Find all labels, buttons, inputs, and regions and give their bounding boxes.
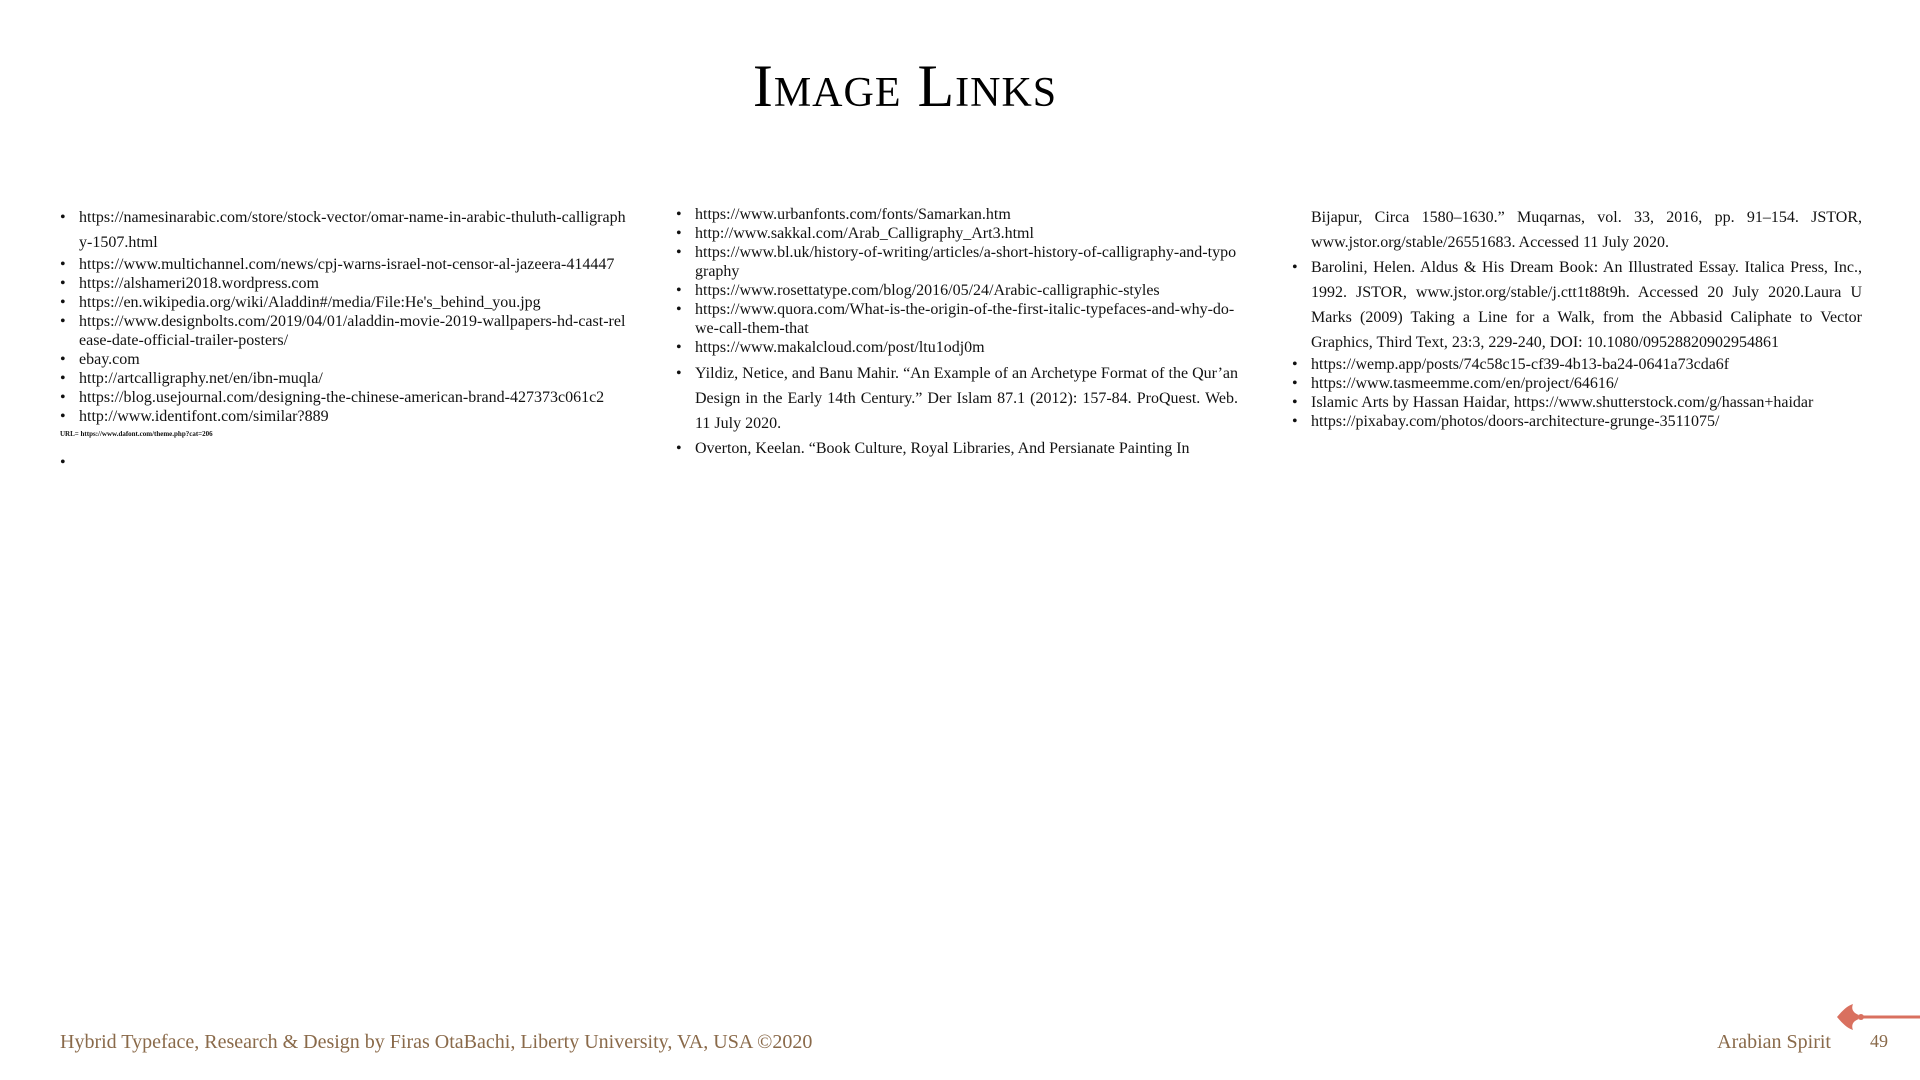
column-2 [676,205,1238,461]
link-item[interactable]: • http://artcalligraphy.net/en/ibn-muqla/ [60,369,630,388]
link-item[interactable]: • https://pixabay.com/photos/doors-architecture-grunge-3511075/ [1292,412,1862,431]
column-3 [1292,205,1862,431]
link-item[interactable]: • ebay.com [60,350,630,369]
column-1 [60,205,630,453]
link-item[interactable]: • https://www.tasmeemme.com/en/project/64616/ [1292,374,1862,393]
citation-item: • Yildiz, Netice, and Banu Mahir. “An Example of an Archetype Format of the Qur’an Design in the Early 14th Century.” Der Islam 87.1 (2012): 157-84. ProQuest. Web. 11 July 2020. [676,361,1238,436]
footer-credit: Hybrid Typeface, Research & Design by Firas OtaBachi, Liberty University, VA, USA ©2020 [60,1031,813,1053]
footer-brand: Arabian Spirit [1717,1031,1831,1053]
page-number: 49 [1870,1031,1888,1051]
citation-item: • Barolini, Helen. Aldus & His Dream Book: An Illustrated Essay. Italica Press, Inc., 1992. JSTOR, www.jstor.org/stable/j.ctt1t88t9h. Accessed 20 July 2020.Laura U Marks (2009) Taking a Line for a Walk, from the Abbasid Caliphate to Vector Graphics, Third Text, 23:3, 229-240, DOI: 10.1080/09528820902954861 [1292,255,1862,355]
link-item[interactable]: • https://www.rosettatype.com/blog/2016/05/24/Arabic-calligraphic-styles [676,281,1238,300]
citation-continuation: Bijapur, Circa 1580–1630.” Muqarnas, vol. 33, 2016, pp. 91–154. JSTOR, www.jstor.org/stable/26551683. Accessed 11 July 2020. [1311,209,1862,251]
link-list-2 [676,205,1238,357]
small-url-note: URL= https://www.dafont.com/theme.php?cat=206 [60,430,213,438]
citation-list-3 [1292,255,1862,355]
link-item[interactable]: • https://www.designbolts.com/2019/04/01/aladdin-movie-2019-wallpapers-hd-cast-release-date-official-trailer-posters/ [60,312,630,350]
link-item[interactable]: • http://www.identifont.com/similar?889 [60,407,630,426]
link-item[interactable]: • https://wemp.app/posts/74c58c15-cf39-4b13-ba24-0641a73cda6f [1292,355,1862,374]
link-item[interactable]: • https://www.quora.com/What-is-the-origin-of-the-first-italic-typefaces-and-why-do-we-call-them-that [676,300,1238,338]
link-item[interactable]: • http://www.sakkal.com/Arab_Calligraphy_Art3.html [676,224,1238,243]
link-item[interactable]: • https://alshameri2018.wordpress.com [60,274,630,293]
link-list-3 [1292,355,1862,431]
citation-list-2 [676,361,1238,461]
link-item[interactable]: • https://namesinarabic.com/store/stock-vector/omar-name-in-arabic-thuluth-calligraphy-1507.html [60,205,630,255]
link-item[interactable]: • Islamic Arts by Hassan Haidar, https://www.shutterstock.com/g/hassan+haidar [1292,393,1862,412]
slide-title: Image Links [752,53,1058,119]
link-item[interactable]: • https://blog.usejournal.com/designing-the-chinese-american-brand-427373c061c2 [60,388,630,407]
link-item[interactable]: • https://www.urbanfonts.com/fonts/Samarkan.htm [676,205,1238,224]
link-item[interactable]: • https://www.multichannel.com/news/cpj-warns-israel-not-censor-al-jazeera-414447 [60,255,630,274]
link-item[interactable]: • https://www.makalcloud.com/post/ltu1odj0m [676,338,1238,357]
arabesque-ornament-icon [1833,1000,1920,1034]
link-list-1 [60,205,630,426]
link-item[interactable]: • https://www.bl.uk/history-of-writing/articles/a-short-history-of-calligraphy-and-typography [676,243,1238,281]
citation-item: • Overton, Keelan. “Book Culture, Royal Libraries, And Persianate Painting In [676,436,1238,461]
link-item[interactable]: • https://en.wikipedia.org/wiki/Aladdin#/media/File:He's_behind_you.jpg [60,293,630,312]
